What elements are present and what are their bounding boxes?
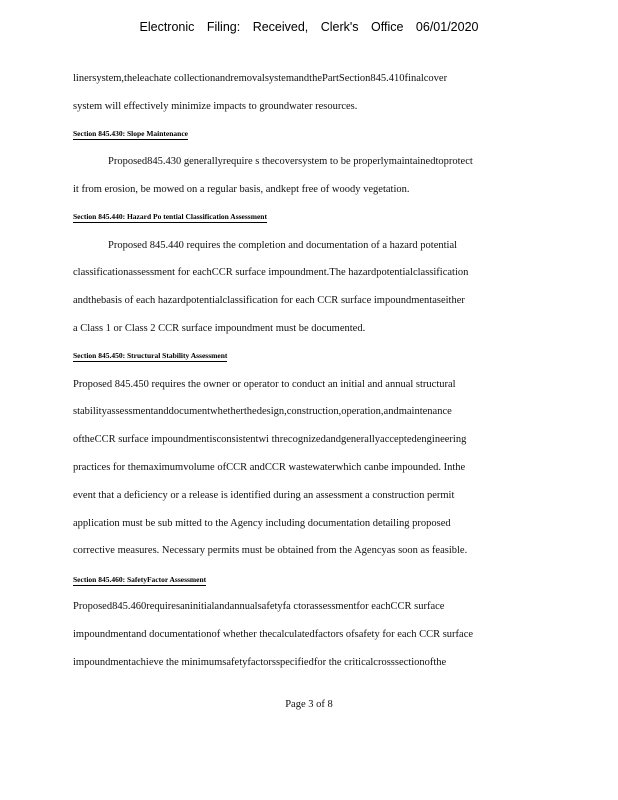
body-line: classificationassessment for eachCCR surface impoundment.The hazardpotentialclassification <box>73 267 469 278</box>
body-line: Proposed 845.440 requires the completion and documentation of a hazard potential <box>108 240 458 251</box>
section-heading-845-430: Section 845.430: Slope Maintenance <box>73 129 188 138</box>
body-line: application must be sub mitted to the Agency including documentation detailing proposed <box>73 518 451 529</box>
body-line: oftheCCR surface impoundmentisconsistentwi threcognizedandgenerallyacceptedengineering <box>73 434 467 445</box>
section-heading-845-440: Section 845.440: Hazard Po tential Classification Assessment <box>73 212 267 221</box>
body-line: Proposed845.460requiresaninitialandannualsafetyfa ctorassessmentfor eachCCR surface <box>73 601 445 612</box>
body-line: practices for themaximumvolume ofCCR andCCR wastewaterwhich canbe impounded. Inthe <box>73 462 466 473</box>
body-line: system will effectively minimize impacts to groundwater resources. <box>73 101 358 112</box>
body-line: Proposed 845.450 requires the owner or operator to conduct an initial and annual structural <box>73 379 456 390</box>
body-line: andthebasis of each hazardpotentialclassification for each CCR surface impoundmentaseither <box>73 295 465 306</box>
section-heading-845-460: Section 845.460: SafetyFactor Assessment <box>73 575 207 584</box>
page-number: Page 3 of 8 <box>285 699 333 710</box>
body-line: Proposed845.430 generallyrequire s thecoversystem to be properlymaintainedtoprotect <box>108 156 473 167</box>
section-heading-845-450: Section 845.450: Structural Stability Assessment <box>73 351 228 360</box>
body-line: impoundmentand documentationof whether thecalculatedfactors ofsafety for each CCR surface <box>73 629 474 640</box>
body-line: impoundmentachieve the minimumsafetyfactorsspecifiedfor the criticalcrosssectionofthe <box>73 657 447 668</box>
body-line: a Class 1 or Class 2 CCR surface impoundment must be documented. <box>73 323 366 334</box>
body-line: linersystem,theleachate collectionandremovalsystemandthePartSection845.410finalcover <box>73 73 448 84</box>
filing-header: Electronic Filing: Received, Clerk's Office 06/01/2020 <box>139 20 479 34</box>
body-line: corrective measures. Necessary permits must be obtained from the Agencyas soon as feasible. <box>73 545 468 556</box>
body-line: event that a deficiency or a release is identified during an assessment a construction permit <box>73 490 455 501</box>
body-line: it from erosion, be mowed on a regular basis, andkept free of woody vegetation. <box>73 184 410 195</box>
body-line: stabilityassessmentanddocumentwhetherthedesign,construction,operation,andmaintenance <box>73 406 452 417</box>
